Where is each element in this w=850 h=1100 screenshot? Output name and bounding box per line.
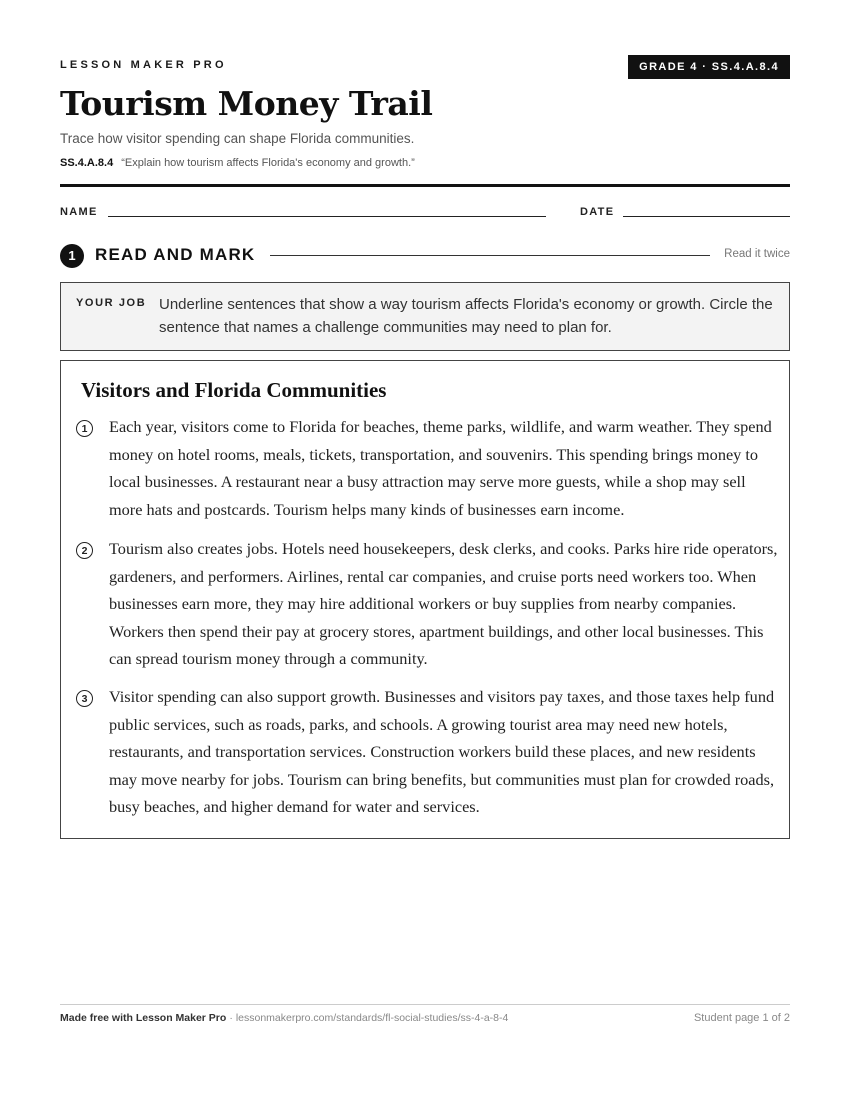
footer-divider bbox=[60, 1004, 790, 1005]
page-title: Tourism Money Trail bbox=[60, 84, 433, 123]
section-title: READ AND MARK bbox=[95, 245, 256, 264]
job-label: YOUR JOB bbox=[76, 297, 147, 309]
page-subtitle: Trace how visitor spending can shape Florida communities. bbox=[60, 131, 415, 146]
footer-credit bbox=[60, 1012, 508, 1024]
paragraph-number-badge: 1 bbox=[76, 420, 93, 437]
page-number: Student page 1 of 2 bbox=[693, 1012, 790, 1024]
passage-title: Visitors and Florida Communities bbox=[81, 378, 387, 402]
standard-quote: “Explain how tourism affects Florida's economy and growth.” bbox=[121, 157, 415, 169]
section-note: Read it twice bbox=[724, 248, 790, 260]
paragraph-text: Visitor spending can also support growth. Businesses and visitors pay taxes, and those taxes help fund public services, such as roads, parks, and schools. A growing tourist area may need new hotels, restaurants, and transportation services. Construction workers build these places, and new residents may move nearby for jobs. Tourism can bring benefits, but communities must plan for crowded roads, busy beaches, and higher demand for water and services. bbox=[109, 687, 775, 816]
paragraph-text: Tourism also creates jobs. Hotels need housekeepers, desk clerks, and cooks. Parks hire ride operators, gardeners, and performers. Airlines, rental car companies, and cruise ports need workers too. When businesses earn more, they may hire additional workers or buy supplies from nearby companies. Workers then spend their pay at grocery stores, apartment buildings, and other local businesses. This can spread tourism money through a community. bbox=[109, 539, 778, 668]
paragraph-text: Each year, visitors come to Florida for beaches, theme parks, wildlife, and warm weather. They spend money on hotel rooms, meals, tickets, transportation, and souvenirs. This spending brings money to local businesses. A restaurant near a busy attraction may serve more guests, while a shop may sell more hats and postcards. Tourism helps many kinds of businesses earn income. bbox=[109, 417, 772, 519]
section-number-badge: 1 bbox=[60, 244, 84, 268]
job-text: Underline sentences that show a way tourism affects Florida's economy or growth. Circle the sentence that names a challenge communities may need to plan for. bbox=[159, 296, 773, 336]
name-field[interactable] bbox=[108, 216, 546, 217]
name-label: NAME bbox=[60, 206, 98, 218]
paragraph-number-badge: 2 bbox=[76, 542, 93, 559]
paragraph-number-badge: 3 bbox=[76, 690, 93, 707]
standard-code: SS.4.A.8.4 bbox=[60, 157, 114, 169]
grade-badge: GRADE 4 · SS.4.A.8.4 bbox=[628, 55, 790, 79]
worksheet-page bbox=[60, 0, 790, 1100]
footer-url-link[interactable]: lessonmakerpro.com/standards/fl-social-studies/ss-4-a-8-4 bbox=[235, 1012, 509, 1024]
standard-line bbox=[60, 157, 415, 169]
brand-name: LESSON MAKER PRO bbox=[60, 59, 227, 71]
footer-separator: · bbox=[229, 1012, 233, 1024]
date-field[interactable] bbox=[623, 216, 790, 217]
section-divider bbox=[270, 255, 710, 256]
footer-made-by: Made free with Lesson Maker Pro bbox=[60, 1012, 227, 1024]
job-instructions-box bbox=[60, 282, 790, 351]
date-label: DATE bbox=[580, 206, 615, 218]
header-divider bbox=[60, 184, 790, 187]
reading-passage bbox=[60, 360, 790, 839]
